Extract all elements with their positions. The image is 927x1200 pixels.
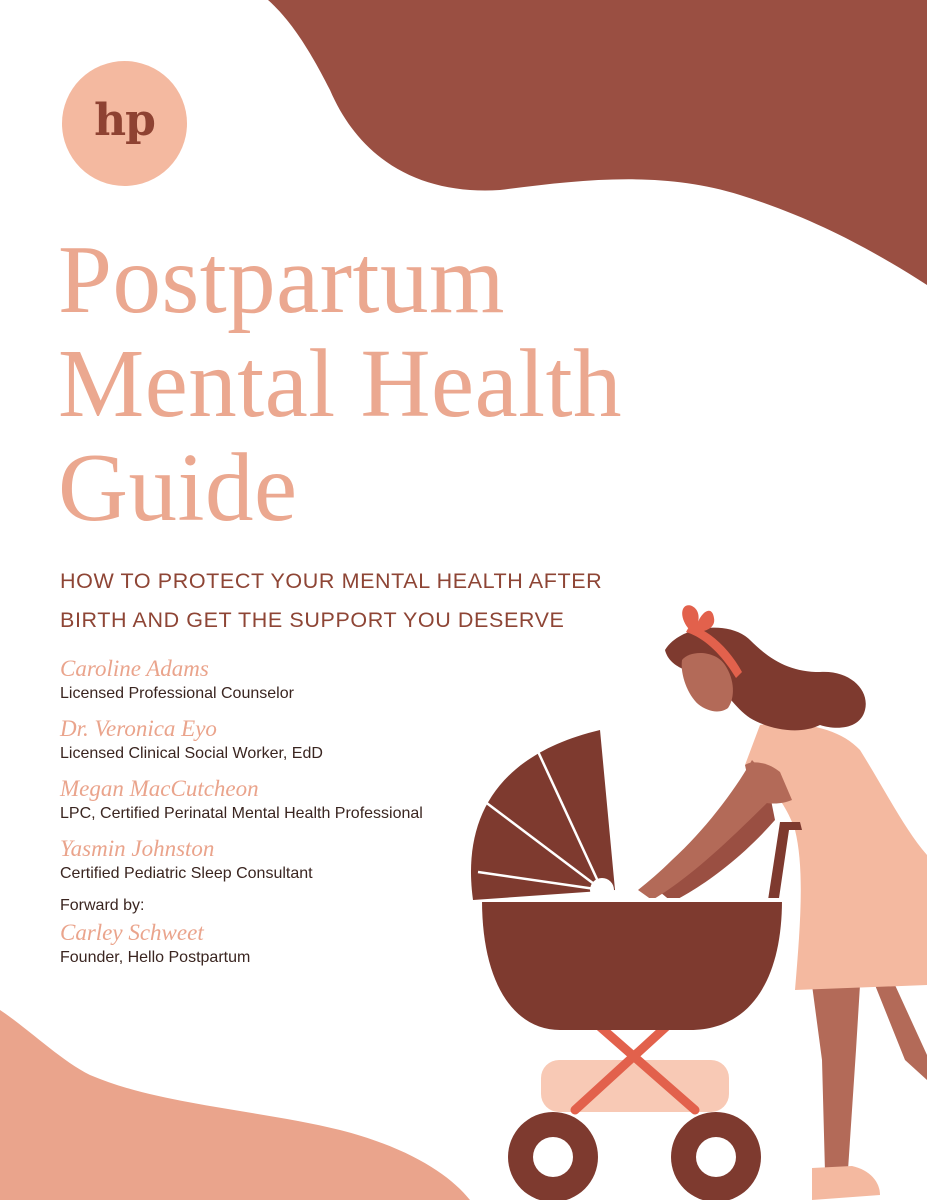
mother-back-leg [875,985,927,1080]
hp-logo-text: hp [94,95,155,146]
forward-author-name: Carley Schweet [60,920,204,945]
hp-logo [62,61,187,186]
forward-author [60,919,423,969]
bottom-wave-shape [0,1010,470,1200]
subtitle-line-1: HOW TO PROTECT YOUR MENTAL HEALTH AFTER [60,569,603,593]
author-caroline-adams [60,655,423,705]
author-name: Caroline Adams [60,656,209,681]
forward-author-role: Founder, Hello Postpartum [60,949,251,966]
author-list [60,655,423,979]
mother-front-leg [812,985,860,1172]
mother-shoe [812,1166,880,1200]
title-line-3: Guide [58,434,298,541]
stroller-base [541,1060,729,1112]
author-name: Megan MacCutcheon [60,776,259,801]
author-yasmin-johnston [60,835,423,885]
mother-stroller-illustration [471,605,927,1200]
author-role: Licensed Professional Counselor [60,685,294,702]
title-line-1: Postpartum [58,226,505,333]
page-title [58,228,622,540]
author-role: LPC, Certified Perinatal Mental Health Professional [60,805,423,822]
author-megan-maccutcheon [60,775,423,825]
stroller-hinge [590,878,614,902]
mother-bow [682,605,714,632]
title-line-2: Mental Health [58,330,623,437]
subtitle-line-2: BIRTH AND GET THE SUPPORT YOU DESERVE [60,608,565,632]
forward-label: Forward by: [60,897,145,914]
author-name: Dr. Veronica Eyo [60,716,217,741]
author-veronica-eyo [60,715,423,765]
author-name: Yasmin Johnston [60,836,215,861]
author-role: Certified Pediatric Sleep Consultant [60,865,313,882]
author-role: Licensed Clinical Social Worker, EdD [60,745,323,762]
subtitle [60,562,602,640]
stroller-basket [482,900,782,1030]
